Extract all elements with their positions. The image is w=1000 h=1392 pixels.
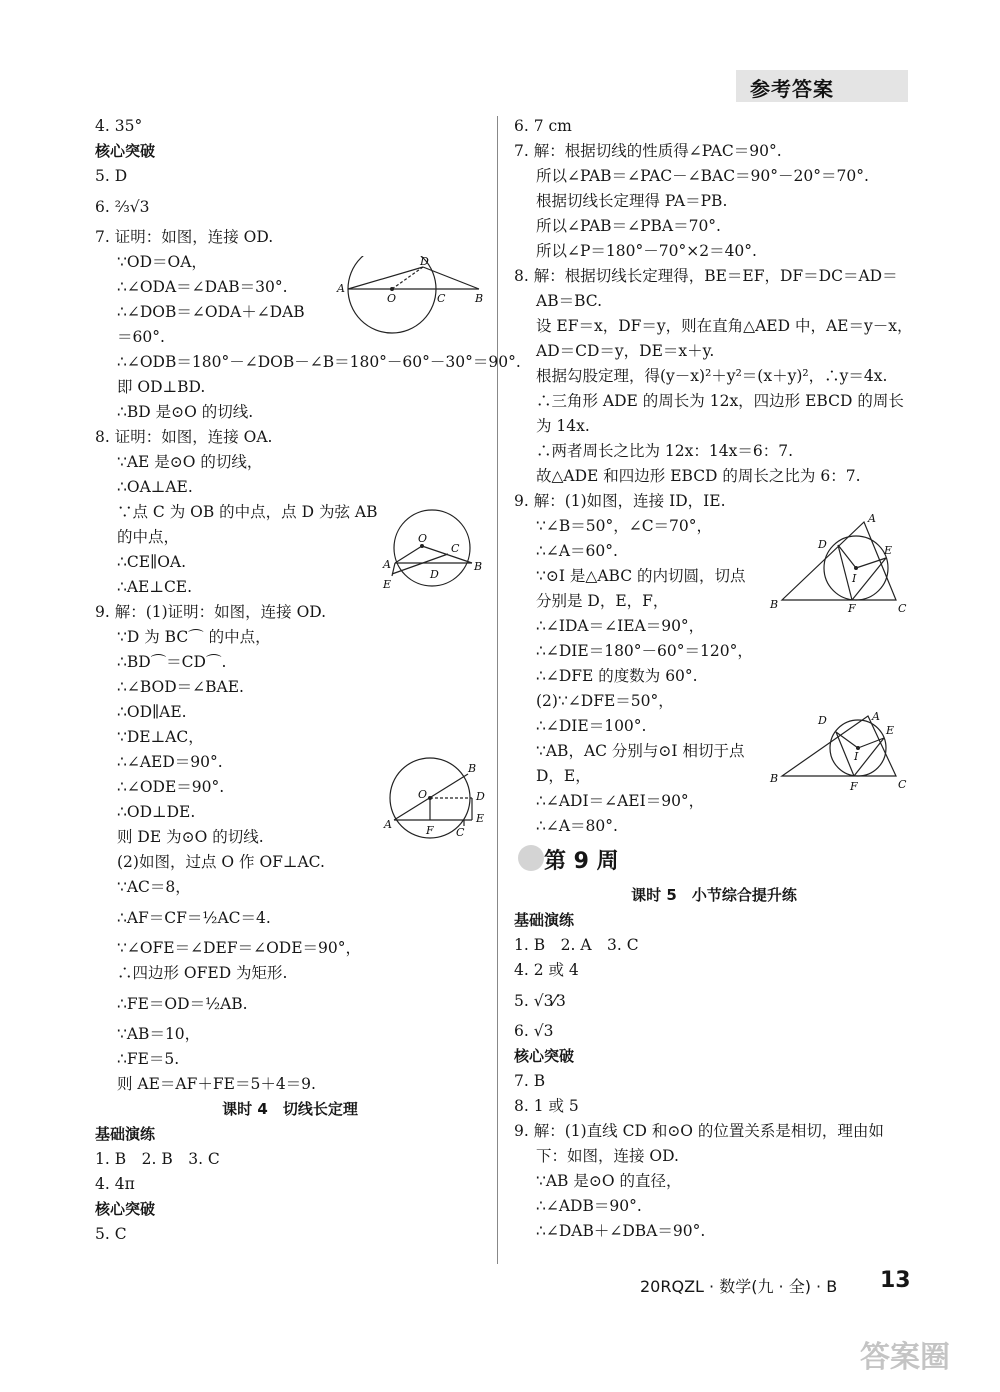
answer-line: ∴∠AED＝90°. [117,753,223,771]
point-label: D [476,790,485,803]
point-label: E [476,812,485,825]
answer-line: 8. 解：根据切线长定理得，BE＝EF，DF＝DC＝AD＝ [514,267,898,285]
answer-line: 5. D [95,167,128,185]
answer-line: ∵DE⊥AC， [117,728,204,746]
section-heading: 核心突破 [95,1200,156,1218]
answer-line: 8. 证明：如图，连接 OA. [95,428,273,446]
answer-line: ∴∠A＝80°. [536,817,618,835]
answer-line: 下：如图，连接 OD. [536,1147,679,1165]
page-footer: 20RQZL · 数学(九 · 全) · B [640,1277,838,1296]
point-label: E [884,544,893,557]
answer-line: ∴∠ADI＝∠AEI＝90°， [536,792,705,810]
point-label: D [818,538,827,551]
answer-line: (2)∵∠DFE＝50°， [536,692,674,710]
answer-line: ∴∠ODE＝90°. [117,778,225,796]
answer-line: ∵∠B＝50°，∠C＝70°， [536,517,713,535]
point-label: B [475,292,484,305]
answer-line: ∴∠BOD＝∠BAE. [117,678,244,696]
answer-line: ∴FE＝OD＝½AB. [117,995,248,1013]
answer-line: ∴∠DFE 的度数为 60°. [536,667,698,685]
answer-line: ∴OD∥AE. [117,703,187,721]
right-column [514,114,914,1244]
answer-line: 根据勾股定理，得(y－x)²＋y²＝(x＋y)²，∴y＝4x. [536,367,888,385]
point-label: D [420,256,429,268]
answer-line: ∴∠ODA＝∠DAB＝30°. [117,278,288,296]
answer-line: 即 OD⊥BD. [117,378,206,396]
week-title: 第 9 周 [544,849,619,874]
answer-line: ∴两者周长之比为 12x：14x＝6：7. [536,442,794,460]
point-label: C [451,542,460,555]
answer-line: 分别是 D，E，F， [536,592,669,610]
point-label: D [818,714,827,727]
point-label: A [872,710,880,723]
lesson-title: 课时 4 切线长定理 [222,1100,358,1118]
point-label: D [430,568,439,581]
point-label: F [848,602,856,615]
answer-line: 5. √3⁄3 [514,992,566,1010]
answer-line: ∴AF＝CF＝½AC＝4. [117,909,271,927]
answer-line: 则 AE＝AF＋FE＝5＋4＝9. [117,1075,316,1093]
section-heading: 基础演练 [514,911,575,929]
answer-line: ∴∠ADB＝90°. [536,1197,642,1215]
week-heading [514,839,914,883]
answer-line: ∵点 C 为 OB 的中点，点 D 为弦 AB [117,503,378,521]
answer-line: 所以∠PAB＝∠PAC－∠BAC＝90°－20°＝70°. [536,167,869,185]
answer-line: ∴三角形 ADE 的周长为 12x，四边形 EBCD 的周长 [536,392,904,410]
answer-line: 9. 解：(1)证明：如图，连接 OD. [95,603,327,621]
point-label: A [337,282,345,295]
answer-line: 所以∠P＝180°－70°×2＝40°. [536,242,757,260]
answer-line: 6. 7 cm [514,117,572,135]
answer-line: ∵∠OFE＝∠DEF＝∠ODE＝90°， [117,939,362,957]
answer-line: 6. ⅔√3 [95,198,150,216]
answer-line: 1. B 2. A 3. C [514,936,639,954]
point-label: C [456,826,465,839]
page-number: 13 [880,1268,911,1293]
answer-line: ∵OD＝OA， [117,253,207,271]
answer-line: ∵AB 是⊙O 的直径， [536,1172,682,1190]
answer-line: ∴BD⌒＝CD⌒. [117,653,227,671]
page-header [736,70,908,102]
answer-line: 的中点， [117,528,180,546]
watermark-logo: 答案圈 [860,1340,950,1375]
section-heading: 核心突破 [514,1047,575,1065]
point-label: F [850,780,858,793]
figure-tangent-circle [335,256,495,336]
answer-line: 4. 2 或 4 [514,961,579,979]
week-marker-icon [518,845,544,871]
answer-line: ∵D 为 BC⌒ 的中点， [117,628,271,646]
point-label: O [418,532,428,545]
answer-line: ∴BD 是⊙O 的切线. [117,403,254,421]
answer-line: ∴CE∥OA. [117,553,187,571]
point-label: C [437,292,446,305]
answer-line: ∴∠DIE＝100°. [536,717,647,735]
answer-line: 7. 解：根据切线的性质得∠PAC＝90°. [514,142,782,160]
answer-line: AD＝CD＝y，DE＝x＋y. [536,342,715,360]
answer-line: 故△ADE 和四边形 EBCD 的周长之比为 6：7. [536,467,861,485]
answer-line: 为 14x. [536,417,590,435]
answer-line: ∴FE＝5. [117,1050,180,1068]
figure-diameter-circle [380,756,490,846]
answer-line: D，E， [536,767,591,785]
answer-line: ∵AB，AC 分别与⊙I 相切于点 [536,742,745,760]
point-label: B [770,772,779,785]
point-label: C [898,778,907,791]
answer-line: 9. 解：(1)如图，连接 ID，IE. [514,492,726,510]
point-label: O [418,788,428,801]
answer-line: ∴OD⊥DE. [117,803,196,821]
answer-line: 1. B 2. B 3. C [95,1150,220,1168]
answer-line: 7. 证明：如图，连接 OD. [95,228,274,246]
section-heading: 核心突破 [95,142,156,160]
point-label: B [474,560,483,573]
point-label: A [383,558,391,571]
point-label: E [383,578,392,591]
figure-incircle-1 [768,512,908,618]
header-title: 参考答案 [750,77,834,101]
section-heading: 基础演练 [95,1125,156,1143]
answer-line: 5. C [95,1225,127,1243]
point-label: I [852,572,857,585]
answer-line: ∴∠DOB＝∠ODA＋∠DAB [117,303,305,321]
answer-line: ∴∠A＝60°. [536,542,618,560]
answer-line: ∴∠ODB＝180°－∠DOB－∠B＝180°－60°－30°＝90°. [117,353,521,371]
answer-line: ∵AE 是⊙O 的切线， [117,453,263,471]
answer-line: ∴∠IDA＝∠IEA＝90°， [536,617,705,635]
answer-line: 所以∠PAB＝∠PBA＝70°. [536,217,721,235]
point-label: I [854,750,859,763]
point-label: A [384,818,392,831]
answer-line: ∴AE⊥CE. [117,578,193,596]
answer-line: 8. 1 或 5 [514,1097,579,1115]
point-label: C [898,602,907,615]
answer-line: AB＝BC. [536,292,602,310]
answer-line: ∵AC＝8， [117,878,191,896]
column-divider [497,116,498,1264]
answer-line: 4. 35° [95,117,143,135]
answer-line: 则 DE 为⊙O 的切线. [117,828,264,846]
answer-line: ∴OA⊥AE. [117,478,193,496]
answer-line: ∴∠DAB＋∠DBA＝90°. [536,1222,706,1240]
answer-line: 6. √3 [514,1022,554,1040]
lesson-title: 课时 5 小节综合提升练 [631,886,797,904]
answer-line: (2)如图，过点 O 作 OF⊥AC. [117,853,325,871]
answer-line: 9. 解：(1)直线 CD 和⊙O 的位置关系是相切，理由如 [514,1122,884,1140]
point-label: F [426,824,434,837]
answer-line: ＝60°. [117,328,165,346]
answer-line: ∴∠DIE＝180°－60°＝120°， [536,642,753,660]
answer-line: 设 EF＝x，DF＝y，则在直角△AED 中，AE＝y－x， [536,317,913,335]
point-label: B [468,762,477,775]
point-label: E [886,724,895,737]
answer-line: 根据切线长定理得 PA＝PB. [536,192,728,210]
answer-line: 7. B [514,1072,546,1090]
answer-line: ∴四边形 OFED 为矩形. [117,964,288,982]
answer-line: ∵AB＝10， [117,1025,201,1043]
point-label: O [387,292,397,305]
figure-incircle-2 [768,710,908,794]
answer-line: ∵⊙I 是△ABC 的内切圆，切点 [536,567,746,585]
figure-chord-circle [380,508,490,596]
answer-line: 4. 4π [95,1175,135,1193]
point-label: B [770,598,779,611]
point-label: A [868,512,876,525]
